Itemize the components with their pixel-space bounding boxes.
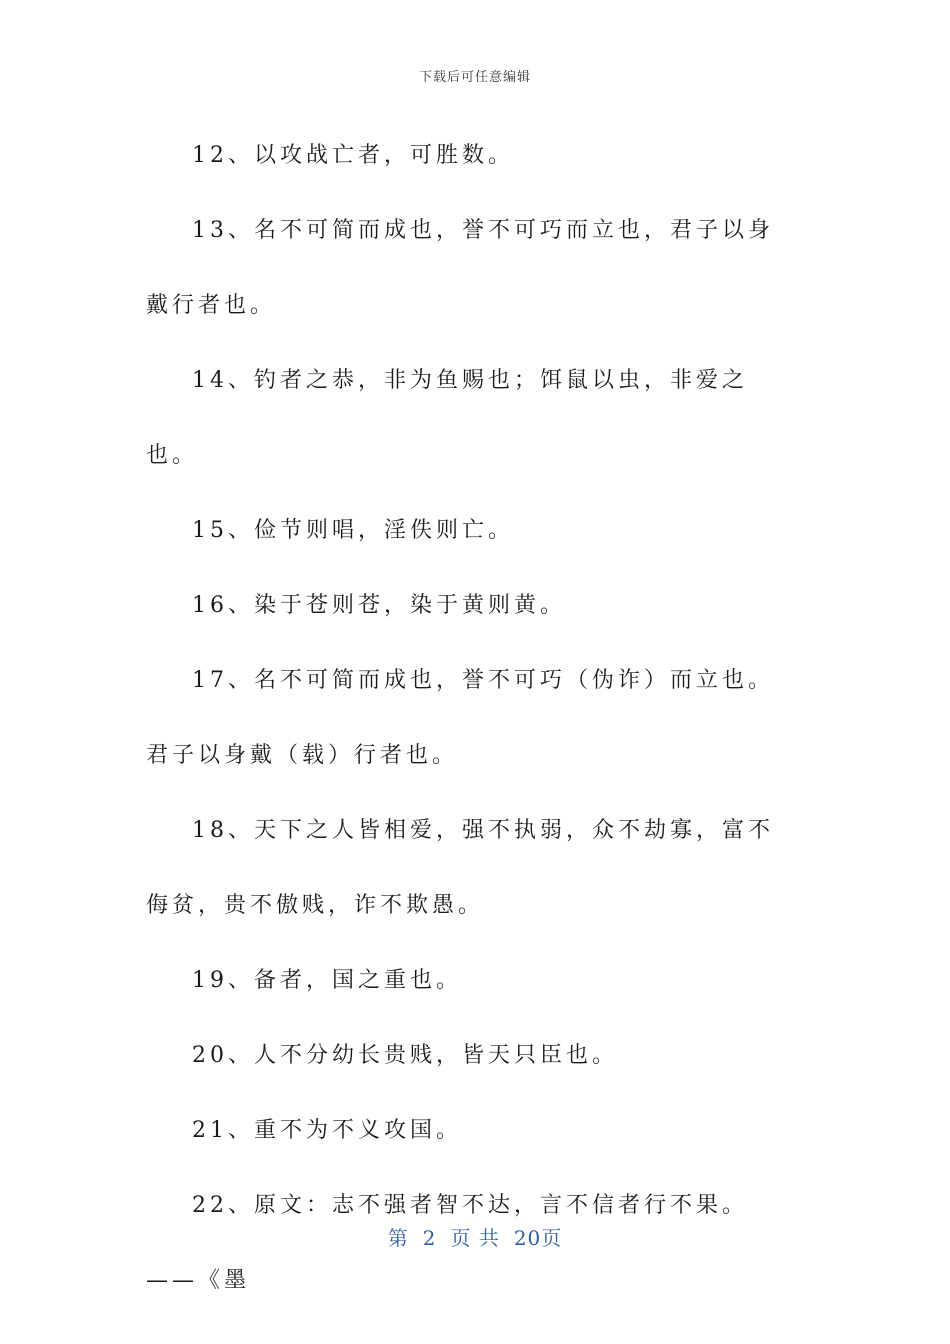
quote-paragraph-22: 22、原文：志不强者智不达，言不信者行不果。——《墨 xyxy=(146,1193,748,1293)
footer-prefix: 第 xyxy=(387,1226,409,1250)
quote-paragraph-21: 21、重不为不义攻国。 xyxy=(192,1118,462,1143)
quote-paragraph-12: 12、以攻战亡者，可胜数。 xyxy=(192,143,514,168)
footer-middle: 页 共 xyxy=(450,1226,500,1250)
quote-paragraph-13: 13、名不可简而成也，誉不可巧而立也，君子以身戴行者也。 xyxy=(146,218,774,318)
current-page-number: 2 xyxy=(422,1226,437,1250)
quote-paragraph-15: 15、俭节则唱，淫佚则亡。 xyxy=(192,518,514,543)
page-number-footer xyxy=(0,1222,950,1251)
page-header: 下载后可任意编辑 xyxy=(418,70,531,85)
quote-paragraph-18: 18、天下之人皆相爱，强不执弱，众不劫寡，富不侮贫，贵不傲贱，诈不欺愚。 xyxy=(146,818,774,918)
footer-suffix: 页 xyxy=(541,1226,563,1250)
document-body xyxy=(146,118,796,1318)
quote-paragraph-14: 14、钓者之恭，非为鱼赐也；饵鼠以虫，非爱之也。 xyxy=(146,368,748,468)
total-page-count: 20 xyxy=(513,1226,542,1250)
quote-paragraph-20: 20、人不分幼长贵贱，皆天只臣也。 xyxy=(192,1043,618,1068)
quote-paragraph-16: 16、染于苍则苍，染于黄则黄。 xyxy=(192,593,566,618)
quote-paragraph-17: 17、名不可简而成也，誉不可巧（伪诈）而立也。君子以身戴（载）行者也。 xyxy=(146,668,774,768)
quote-paragraph-19: 19、备者，国之重也。 xyxy=(192,968,462,993)
